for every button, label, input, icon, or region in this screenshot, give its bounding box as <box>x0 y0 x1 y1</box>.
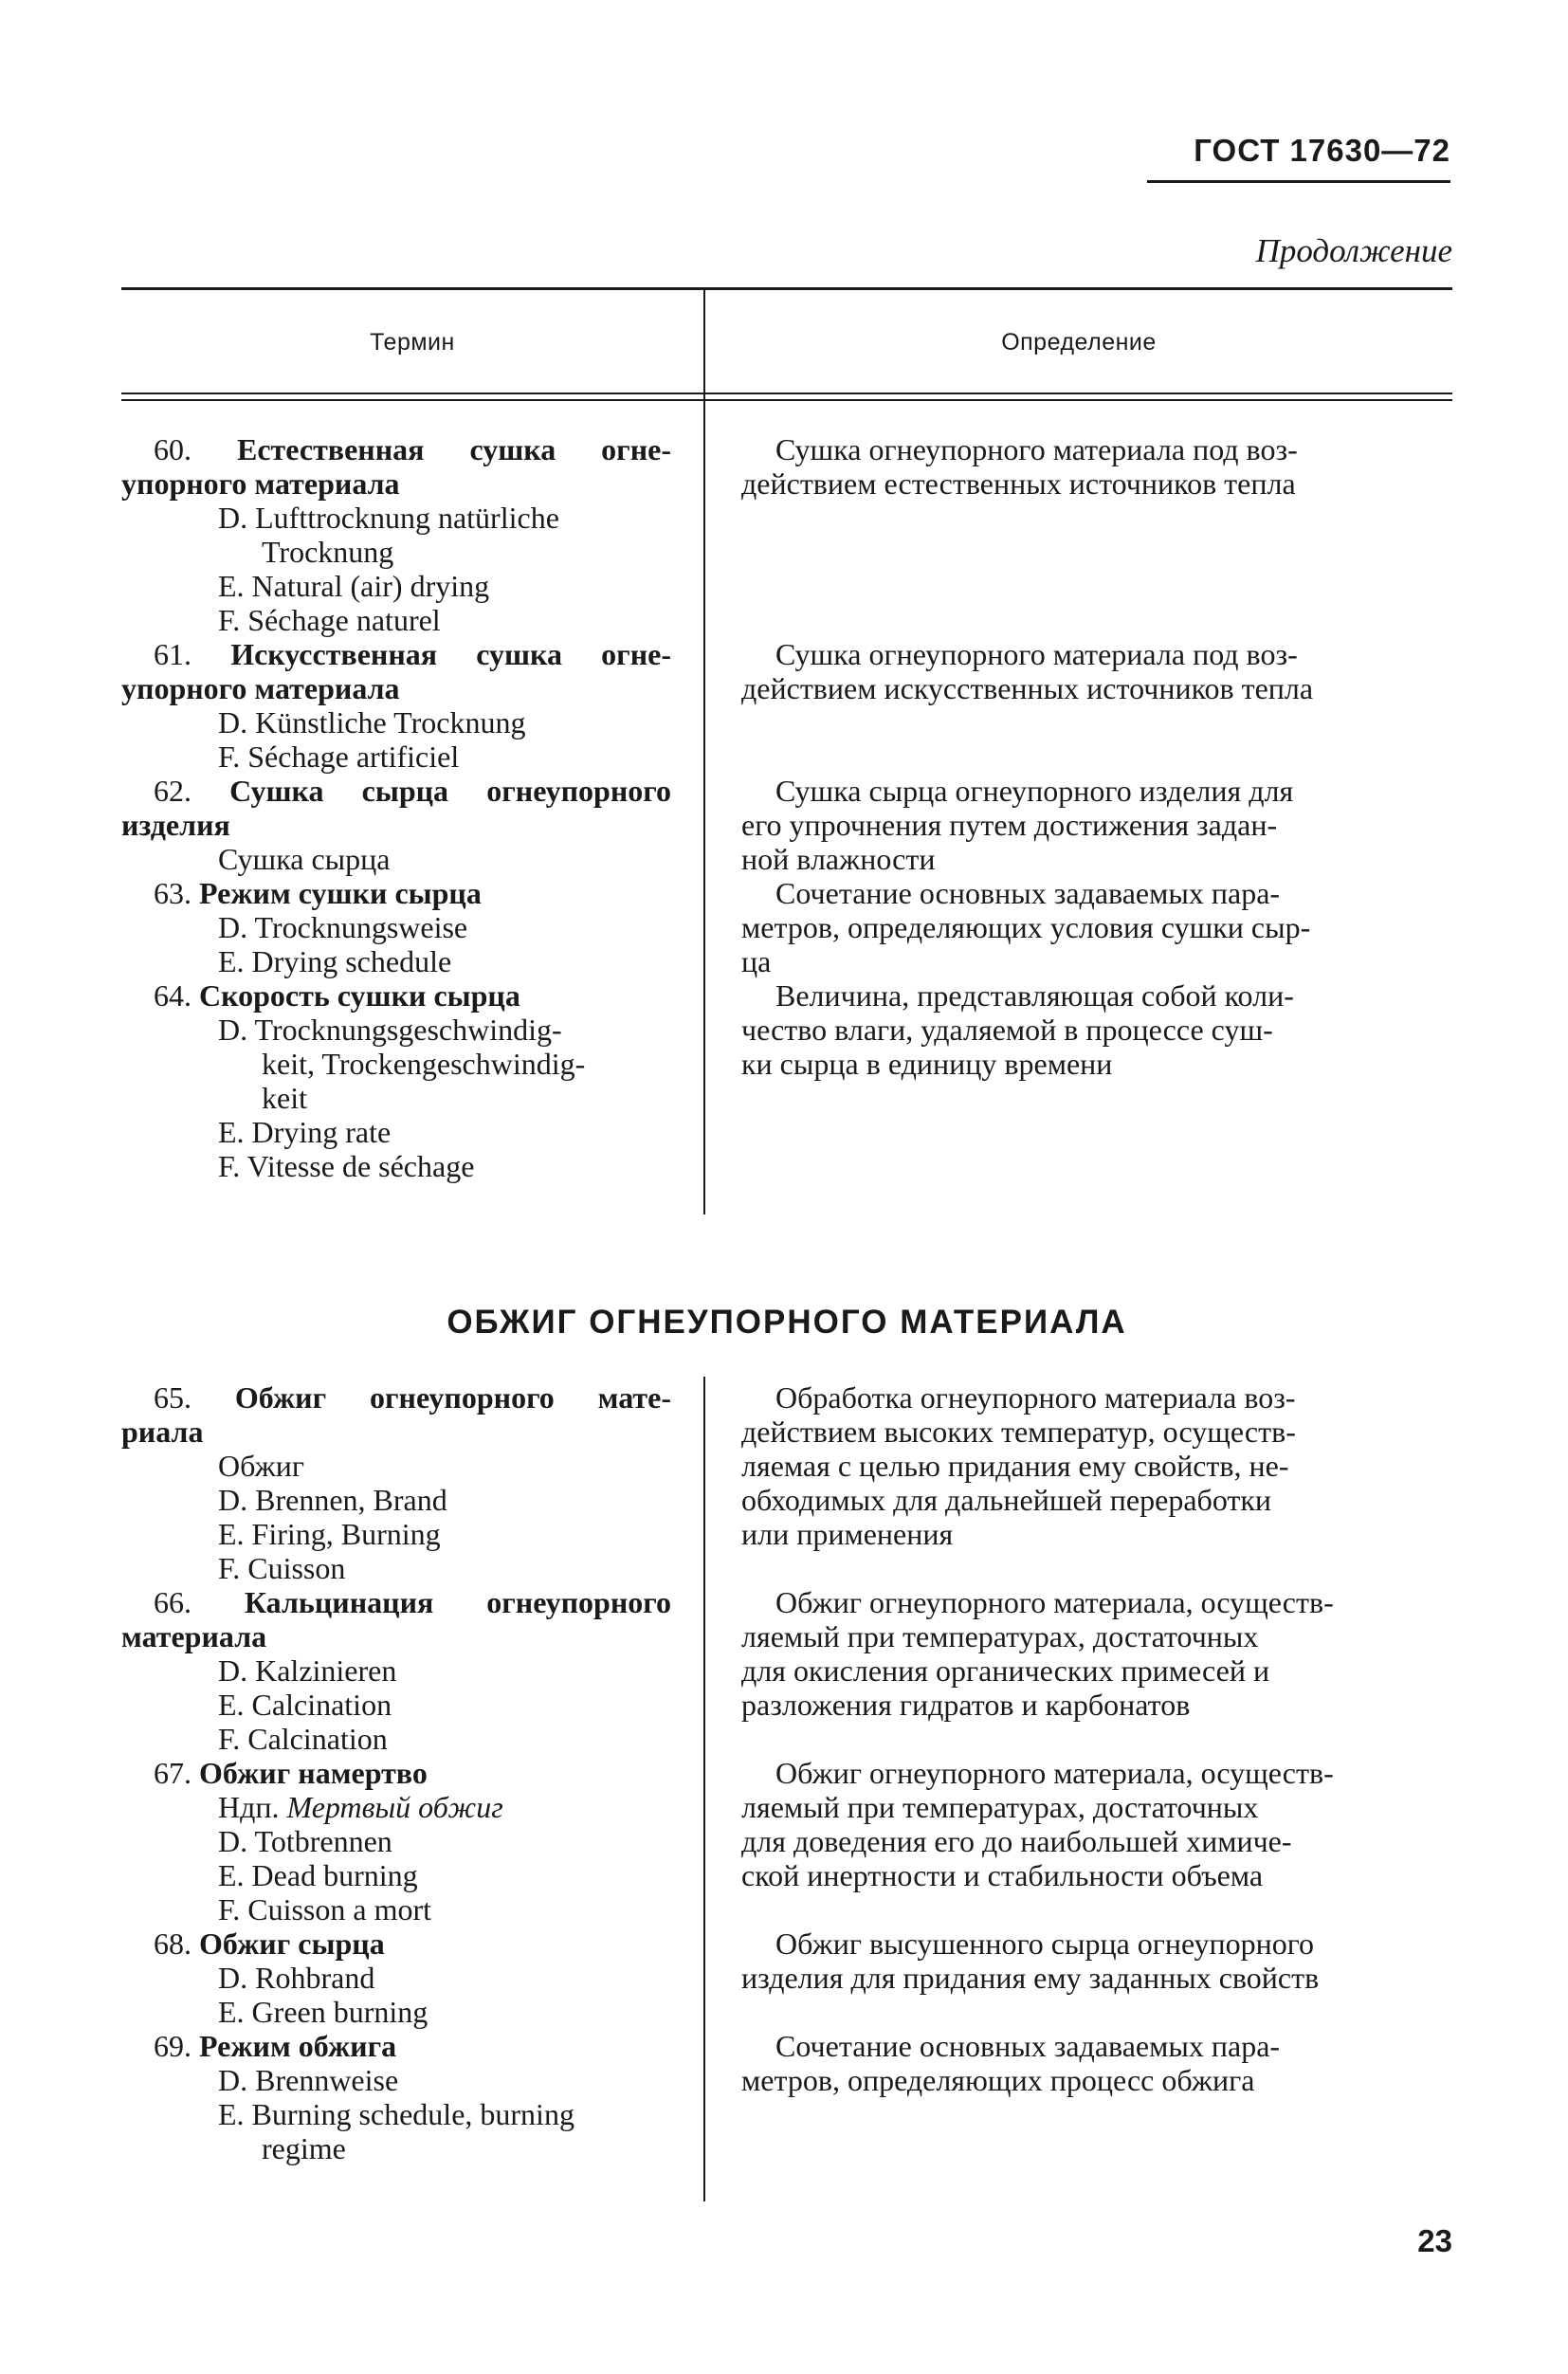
term-64-line1: Скорость сушки сырца <box>199 978 520 1013</box>
column-header-term: Термин <box>370 329 455 356</box>
term-entry-63: 63. Режим сушки сырца D. Trocknungsweise E. Drying schedule <box>121 876 671 978</box>
equiv-60-4: F. Séchage naturel <box>218 603 441 637</box>
equiv-65-2: D. Brennen, Brand <box>218 1483 447 1517</box>
equiv-69-2: E. Burning schedule, burning <box>218 2097 574 2131</box>
equiv-64-5: F. Vitesse de séchage <box>218 1149 475 1183</box>
equiv-67-1: D. Totbrennen <box>218 1824 392 1858</box>
term-62-line1: Сушка сырца огнеупорного <box>229 774 671 808</box>
equiv-67-3: F. Cuisson a mort <box>218 1892 432 1927</box>
definition-62: Сушка сырца огнеупорного изделия для его упрочнения путем достижения задан- ной влажности <box>741 774 1294 876</box>
definition-66: Обжиг огнеупорного материала, осуществ- ляемый при температурах, достаточных для окисления органических примесей и разложения гидратов и карбонатов <box>741 1585 1334 1722</box>
terms-column-lower <box>121 1380 671 2165</box>
equiv-66-1: D. Kalzinieren <box>218 1653 397 1688</box>
equiv-64-1: D. Trocknungsgeschwindig- <box>218 1013 562 1047</box>
equiv-64-3: keit <box>262 1081 307 1115</box>
equiv-60-3: E. Natural (air) drying <box>218 569 490 603</box>
equiv-65-3: E. Firing, Burning <box>218 1517 441 1551</box>
equiv-64-4: E. Drying rate <box>218 1115 392 1149</box>
term-entry-61: 61. Искусственная сушка огне- упорного материала D. Künstliche Trocknung F. Séchage artificiel <box>121 637 672 774</box>
term-entry-69: 69. Режим обжига D. Brennweise E. Burning schedule, burning regime <box>121 2029 671 2165</box>
definition-65: Обработка огнеупорного материала воз- действием высоких температур, осуществ- ляемая с целью придания ему свойств, не- обходимых для дальнейшей переработки или применения <box>741 1380 1296 1551</box>
equiv-64-2: keit, Trockengeschwindig- <box>262 1047 586 1081</box>
table-top-rule <box>121 287 1452 290</box>
equiv-60-2: Trocknung <box>262 535 394 569</box>
equiv-66-3: F. Calcination <box>218 1722 388 1756</box>
term-entry-64: 64. Скорость сушки сырца D. Trocknungsgeschwindig- keit, Trockengeschwindig- keit E. Drying rate F. Vitesse de séchage <box>121 978 671 1183</box>
equiv-68-1: D. Rohbrand <box>218 1961 375 1995</box>
column-divider-upper <box>703 290 705 1214</box>
term-60-line2: упорного материала <box>121 466 400 501</box>
equiv-63-2: E. Drying schedule <box>218 944 452 978</box>
definition-61: Сушка огнеупорного материала под воз- действием искусственных источников тепла <box>741 637 1314 705</box>
definition-63: Сочетание основных задаваемых пара- метров, определяющих условия сушки сыр- ца <box>741 876 1311 978</box>
definition-64: Величина, представляющая собой коли- чество влаги, удаляемой в процессе суш- ки сырца в единицу времени <box>741 978 1294 1081</box>
equiv-65-1: Обжиг <box>218 1449 304 1483</box>
equiv-61-1: D. Künstliche Trocknung <box>218 705 526 740</box>
deprecated-term-67: Ндп. Мертвый обжиг <box>218 1790 503 1824</box>
term-68-line1: Обжиг сырца <box>199 1927 385 1961</box>
term-entry-66: 66. Кальцинация огнеупорного материала D. Kalzinieren E. Calcination F. Calcination <box>121 1585 671 1756</box>
column-header-definition: Определение <box>1001 329 1157 356</box>
section-title: ОБЖИГ ОГНЕУПОРНОГО МАТЕРИАЛА <box>447 1304 1127 1341</box>
equiv-69-1: D. Brennweise <box>218 2063 399 2097</box>
equiv-66-2: E. Calcination <box>218 1688 392 1722</box>
term-62-line2: изделия <box>121 808 230 842</box>
page-number: 23 <box>1417 2223 1452 2258</box>
term-entry-68: 68. Обжиг сырца D. Rohbrand E. Green burning <box>121 1927 671 2029</box>
equiv-60-1: D. Lufttrocknung natürliche <box>218 501 559 535</box>
term-66-line1: Кальцинация огнеупорного <box>244 1585 671 1619</box>
continuation-label: Продолжение <box>1255 232 1452 269</box>
term-entry-65: 65. Обжиг огнеупорного мате- риала Обжиг D. Brennen, Brand E. Firing, Burning F. Cuisson <box>121 1380 671 1585</box>
term-61-line2: упорного материала <box>121 671 400 705</box>
term-60-line1: Естественная сушка огне- <box>237 432 672 466</box>
equiv-67-2: E. Dead burning <box>218 1858 418 1892</box>
column-divider-lower <box>703 1377 705 2201</box>
term-67-line1: Обжиг намертво <box>199 1756 428 1790</box>
header-rule-lower <box>121 399 1452 401</box>
standard-code: ГОСТ 17630—72 <box>1194 133 1450 168</box>
definition-60: Сушка огнеупорного материала под воз- действием естественных источников тепла <box>741 432 1298 501</box>
equiv-62-1: Сушка сырца <box>218 842 391 876</box>
term-entry-67: 67. Обжиг намертво Ндп. Мертвый обжиг D. Totbrennen E. Dead burning F. Cuisson a mort <box>121 1756 671 1927</box>
definition-69: Сочетание основных задаваемых пара- метров, определяющих процесс обжига <box>741 2029 1281 2097</box>
equiv-61-2: F. Séchage artificiel <box>218 740 460 774</box>
equiv-68-2: E. Green burning <box>218 1995 428 2029</box>
equiv-63-1: D. Trocknungsweise <box>218 910 468 944</box>
definition-68: Обжиг высушенного сырца огнеупорного изделия для придания ему заданных свойств <box>741 1927 1320 1995</box>
term-65-line2: риала <box>121 1415 204 1449</box>
header-rule-upper <box>121 393 1452 394</box>
term-69-line1: Режим обжига <box>199 2029 397 2063</box>
term-61-line1: Искусственная сушка огне- <box>230 637 672 671</box>
header-rule <box>1147 180 1450 183</box>
equiv-69-3: regime <box>262 2131 346 2165</box>
term-entry-60: 60. Естественная сушка огне- упорного материала D. Lufttrocknung natürliche Trocknung E. Natural (air) drying F. Séchage naturel <box>121 432 672 637</box>
term-65-line1: Обжиг огнеупорного мате- <box>234 1380 671 1415</box>
equiv-65-4: F. Cuisson <box>218 1551 346 1585</box>
term-63-line1: Режим сушки сырца <box>199 876 482 910</box>
term-entry-62: 62. Сушка сырца огнеупорного изделия Сушка сырца <box>121 774 671 876</box>
terms-column-upper <box>121 432 671 1183</box>
term-66-line2: материала <box>121 1619 267 1653</box>
definition-67: Обжиг огнеупорного материала, осуществ- ляемый при температурах, достаточных для доведения его до наибольшей химиче- ской инертности и стабильности объема <box>741 1756 1334 1892</box>
